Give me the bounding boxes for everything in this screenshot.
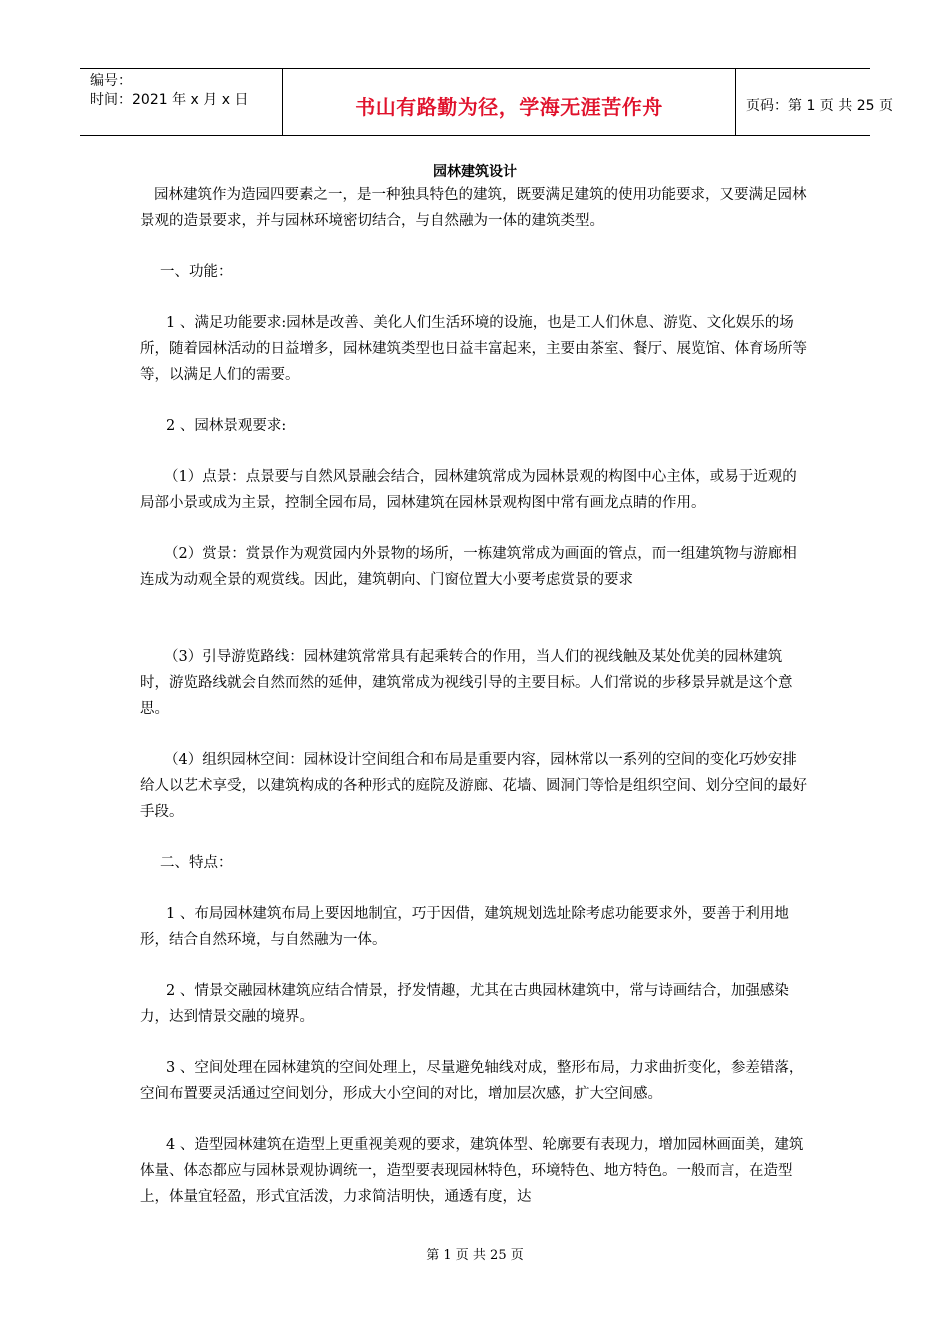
paragraph-point-1: （1）点景：点景要与自然风景融会结合，园林建筑常成为园林景观的构图中心主体，或易于近观的局部小景或成为主景，控制全园布局，园林建筑在园林景观构图中常有画龙点睛的作用。: [140, 469, 797, 511]
section-heading-functions: 一、功能：: [160, 264, 233, 280]
paragraph-point-4: （4）组织园林空间：园林设计空间组合和布局是重要内容，园林常以一系列的空间的变化巧妙安排给人以艺术享受，以建筑构成的各种形式的庭院及游廊、花墙、圆洞门等恰是组织空间、划分空间的最好手段。: [140, 752, 807, 820]
paragraph-function-2: 2 、园林景观要求:: [166, 418, 287, 434]
paragraph-function-1: 1 、满足功能要求:园林是改善、美化人们生活环境的设施，也是工人们休息、游览、文化娱乐的场所，随着园林活动的日益增多，园林建筑类型也日益丰富起来，主要由茶室、餐厅、展览馆、体育场所等等，以满足人们的需要。: [140, 315, 807, 383]
paragraph-point-2: （2）赏景：赏景作为观赏园内外景物的场所，一栋建筑常成为画面的管点，而一组建筑物与游廊相连成为动观全景的观赏线。因此，建筑朝向、门窗位置大小要考虑赏景的要求: [140, 546, 797, 588]
document-body: [140, 182, 810, 1210]
header-motto-cell: [282, 69, 736, 135]
document-title: 园林建筑设计: [433, 164, 517, 180]
page-info: 页码：第 1 页 共 25 页: [746, 98, 893, 114]
number-label: 编号：: [90, 73, 132, 89]
paragraph-point-3: （3）引导游览路线：园林建筑常常具有起乘转合的作用，当人们的视线触及某处优美的园林建筑时，游览路线就会自然而然的延伸，建筑常成为视线引导的主要目标。人们常说的步移景异就是这个意思。: [140, 649, 793, 717]
section-heading-features: 二、特点：: [160, 855, 233, 871]
page-footer: 第 1 页 共 25 页: [426, 1248, 524, 1263]
motto-text: 书山有路勤为径，学海无涯苦作舟: [355, 95, 663, 119]
header-page-cell: [736, 69, 893, 135]
paragraph-feature-4: 4 、造型园林建筑在造型上更重视美观的要求，建筑体型、轮廓要有表现力，增加园林画面美，建筑体量、体态都应与园林景观协调统一，造型要表现园林特色，环境特色、地方特色。一般而言，在造型上，体量宜轻盈，形式宜活泼，力求简洁明快，通透有度，达: [140, 1137, 804, 1205]
time-label: 时间：2021 年 x 月 x 日: [90, 92, 249, 108]
header-meta-cell: [80, 69, 282, 135]
paragraph-feature-2: 2 、情景交融园林建筑应结合情景，抒发情趣，尤其在古典园林建筑中，常与诗画结合，加强感染力，达到情景交融的境界。: [140, 983, 789, 1025]
paragraph-intro: 园林建筑作为造园四要素之一，是一种独具特色的建筑，既要满足建筑的使用功能要求，又要满足园林景观的造景要求，并与园林环境密切结合，与自然融为一体的建筑类型。: [140, 187, 807, 229]
paragraph-feature-3: 3 、空间处理在园林建筑的空间处理上，尽量避免轴线对成，整形布局，力求曲折变化，参差错落，空间布置要灵活通过空间划分，形成大小空间的对比，增加层次感，扩大空间感。: [140, 1060, 804, 1102]
paragraph-feature-1: 1 、布局园林建筑布局上要因地制宜，巧于因借，建筑规划选址除考虑功能要求外，要善于利用地形，结合自然环境，与自然融为一体。: [140, 906, 789, 948]
header-table: [80, 68, 893, 136]
